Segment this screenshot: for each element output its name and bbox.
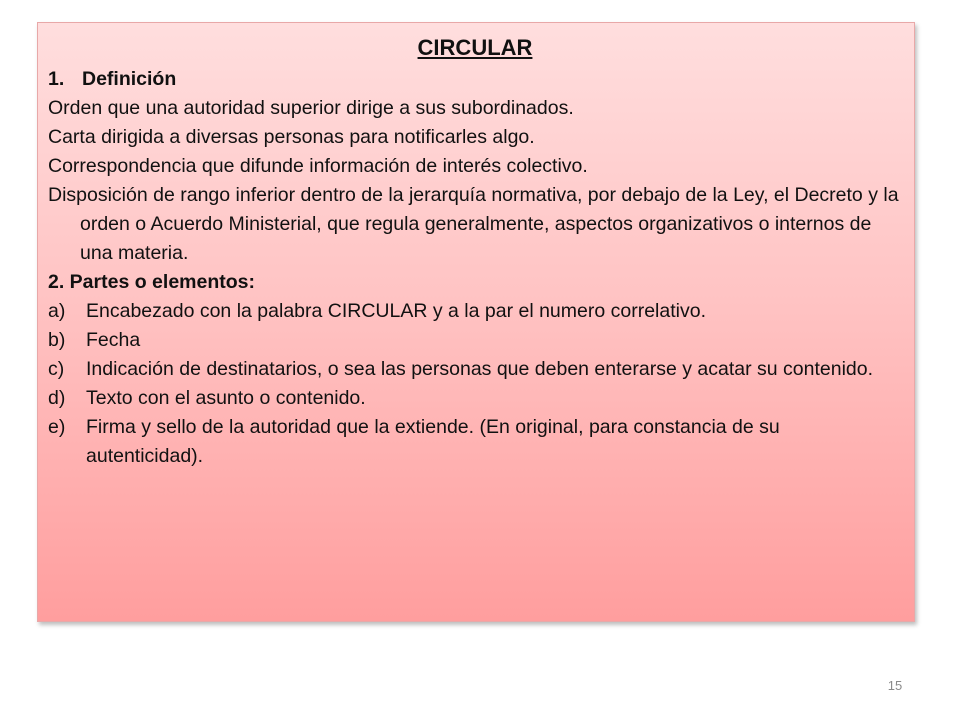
list-item [48, 384, 902, 413]
list-marker: b) [48, 329, 66, 351]
list-item [48, 326, 902, 355]
definition-paragraph: Disposición de rango inferior dentro de la jerarquía normativa, por debajo de la Ley, el Decreto y la orden o Acuerdo Ministerial, que regula generalmente, aspectos organizativos o internos de una materia. [48, 184, 899, 264]
section-1-heading [48, 65, 902, 94]
slide-title: CIRCULAR [417, 35, 533, 60]
list-marker: c) [48, 358, 65, 380]
section-2-heading: 2. Partes o elementos: [48, 271, 255, 293]
section-1-title: Definición [82, 68, 177, 90]
definition-paragraph: Carta dirigida a diversas personas para notificarles algo. [48, 126, 535, 148]
list-marker: e) [48, 416, 66, 438]
list-item [48, 297, 902, 326]
definition-paragraph: Orden que una autoridad superior dirige a sus subordinados. [48, 97, 574, 119]
content-box [37, 22, 915, 622]
list-marker: a) [48, 300, 66, 322]
list-item-text: Firma y sello de la autoridad que la extiende. (En original, para constancia de su autenticidad). [86, 416, 780, 467]
list-item-text: Fecha [86, 329, 141, 351]
list-marker: d) [48, 387, 66, 409]
section-1-number: 1. [48, 68, 65, 90]
list-item-text: Indicación de destinatarios, o sea las personas que deben enterarse y acatar su contenido. [86, 358, 874, 380]
definition-paragraph: Correspondencia que difunde información de interés colectivo. [48, 155, 588, 177]
list-item [48, 355, 902, 384]
list-item-text: Encabezado con la palabra CIRCULAR y a la par el numero correlativo. [86, 300, 706, 322]
list-item [48, 413, 902, 471]
list-item-text: Texto con el asunto o contenido. [86, 387, 366, 409]
page-number: 15 [887, 678, 903, 693]
